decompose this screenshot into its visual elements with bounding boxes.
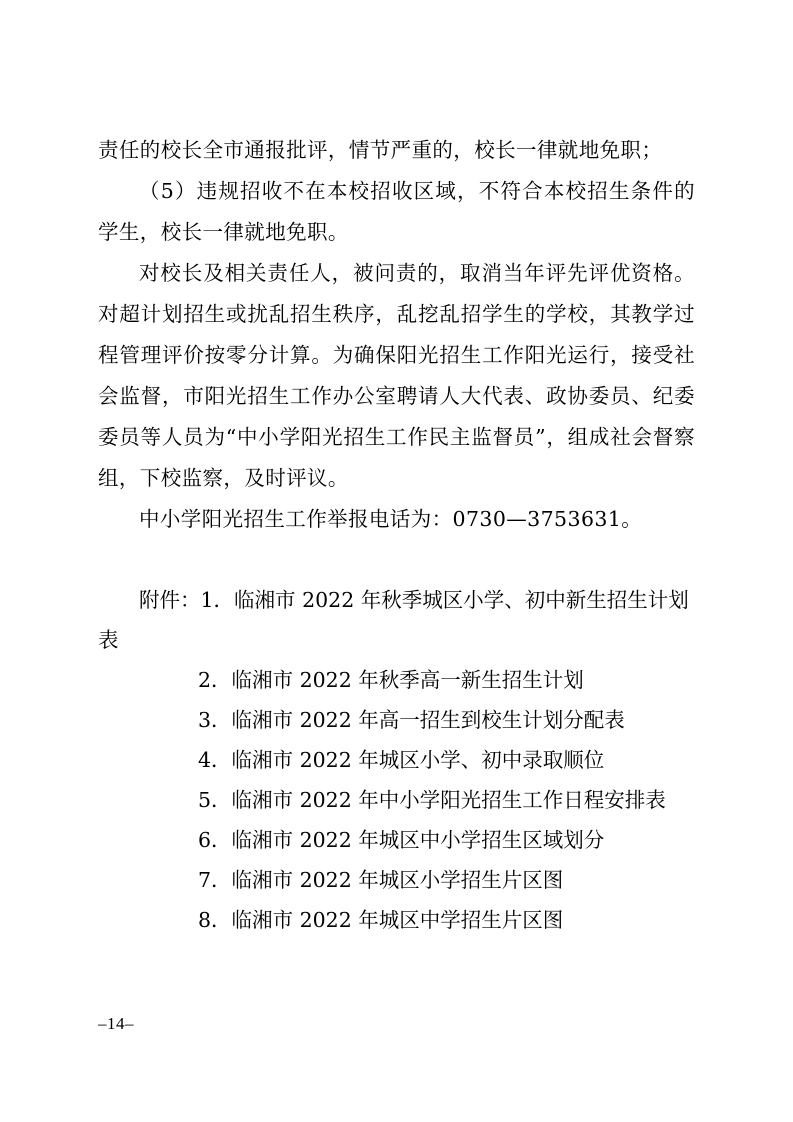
attachment-num-3: 3． <box>198 708 232 732</box>
attachment-item <box>98 660 695 700</box>
attachment-item <box>98 740 695 780</box>
attachment-num-7: 7． <box>198 868 232 892</box>
attachment-item <box>98 700 695 740</box>
paragraph-continuation: 责任的校长全市通报批评，情节严重的，校长一律就地免职； <box>98 138 663 162</box>
attachment-text-4: 临湘市 2022 年城区小学、初中录取顺位 <box>231 748 605 772</box>
attachment-list <box>98 580 695 940</box>
paragraph-accountability: 对校长及相关责任人，被问责的，取消当年评先评优资格。对超计划招生或扰乱招生秩序，乱挖乱招学生的学校，其教学过程管理评价按零分计算。为确保阳光招生工作阳光运行，接受社会监督，市阳光招生工作办公室聘请人大代表、政协委员、纪委委员等人员为“中小学阳光招生工作民主监督员”，组成社会督察组，下校监察，及时评议。 <box>98 261 695 490</box>
attachment-text-2: 临湘市 2022 年秋季高一新生招生计划 <box>231 668 584 692</box>
attachment-text-3: 临湘市 2022 年高一招生到校生计划分配表 <box>231 708 625 732</box>
page-number: –14– <box>98 1014 134 1033</box>
paragraph-hotline: 中小学阳光招生工作举报电话为：0730—3753631。 <box>139 507 643 531</box>
attachment-num-2: 2． <box>198 668 232 692</box>
attachment-num-1: 1． <box>200 588 235 612</box>
paragraph-item-5: （5）违规招收不在本校招收区域，不符合本校招生条件的学生，校长一律就地免职。 <box>98 179 695 244</box>
document-body <box>98 130 695 540</box>
attachment-text-6: 临湘市 2022 年城区中小学招生区域划分 <box>231 828 605 852</box>
attachment-first-line <box>98 580 695 660</box>
attachment-item <box>98 860 695 900</box>
attachment-item <box>98 820 695 860</box>
attachment-text-1: 临湘市 2022 年秋季城区小学、初中新生招生计划表 <box>98 588 689 652</box>
attachment-item <box>98 780 695 820</box>
attachment-item <box>98 900 695 940</box>
attachment-label: 附件： <box>139 588 201 612</box>
attachment-num-8: 8． <box>198 908 232 932</box>
attachment-text-8: 临湘市 2022 年城区中学招生片区图 <box>231 908 564 932</box>
attachment-num-4: 4． <box>198 748 232 772</box>
attachment-text-7: 临湘市 2022 年城区小学招生片区图 <box>231 868 564 892</box>
attachment-num-5: 5． <box>198 788 232 812</box>
attachment-text-5: 临湘市 2022 年中小学阳光招生工作日程安排表 <box>231 788 666 812</box>
attachment-num-6: 6． <box>198 828 232 852</box>
